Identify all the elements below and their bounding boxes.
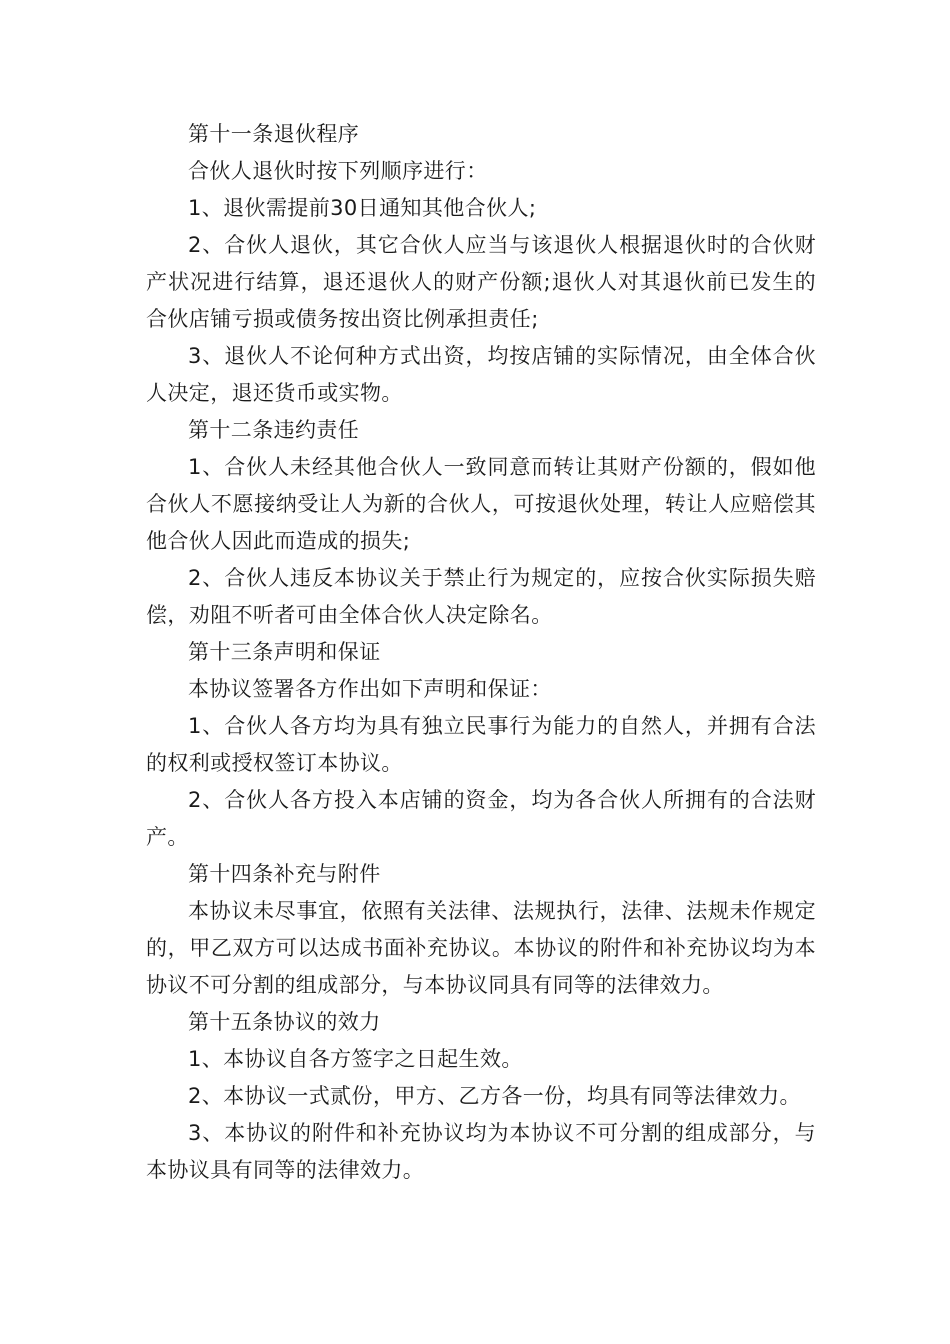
paragraph: 本协议签署各方作出如下声明和保证：: [188, 677, 552, 701]
paragraph: 合伙人退伙时按下列顺序进行：: [188, 159, 488, 183]
paragraph: 2、本协议一式贰份，甲方、乙方各一份，均具有同等法律效力。: [188, 1084, 801, 1108]
paragraph: 1、本协议自各方签字之日起生效。: [188, 1047, 523, 1071]
document-body: [146, 116, 816, 1189]
article-12-heading: 第十二条违约责任: [188, 418, 360, 442]
paragraph: 1、合伙人未经其他合伙人一致同意而转让其财产份额的，假如他合伙人不愿接纳受让人为新的合伙人，可按退伙处理，转让人应赔偿其他合伙人因此而造成的损失;: [146, 455, 816, 553]
article-15-heading: 第十五条协议的效力: [188, 1010, 381, 1034]
paragraph: 2、合伙人违反本协议关于禁止行为规定的，应按合伙实际损失赔偿，劝阻不听者可由全体合伙人决定除名。: [146, 566, 816, 627]
paragraph: 3、退伙人不论何种方式出资，均按店铺的实际情况，由全体合伙人决定，退还货币或实物。: [146, 344, 816, 405]
paragraph: 2、合伙人各方投入本店铺的资金，均为各合伙人所拥有的合法财产。: [146, 788, 816, 849]
paragraph: 1、合伙人各方均为具有独立民事行为能力的自然人，并拥有合法的权利或授权签订本协议。: [146, 714, 816, 775]
paragraph: 1、退伙需提前30日通知其他合伙人;: [188, 196, 537, 220]
paragraph: 3、本协议的附件和补充协议均为本协议不可分割的组成部分，与本协议具有同等的法律效力。: [146, 1121, 816, 1182]
paragraph: 2、合伙人退伙，其它合伙人应当与该退伙人根据退伙时的合伙财产状况进行结算，退还退伙人的财产份额;退伙人对其退伙前已发生的合伙店铺亏损或债务按出资比例承担责任;: [146, 233, 816, 331]
article-13-heading: 第十三条声明和保证: [188, 640, 381, 664]
article-14-heading: 第十四条补充与附件: [188, 862, 381, 886]
article-11-heading: 第十一条退伙程序: [188, 122, 360, 146]
paragraph: 本协议未尽事宜，依照有关法律、法规执行，法律、法规未作规定的，甲乙双方可以达成书面补充协议。本协议的附件和补充协议均为本协议不可分割的组成部分，与本协议同具有同等的法律效力。: [146, 899, 816, 997]
